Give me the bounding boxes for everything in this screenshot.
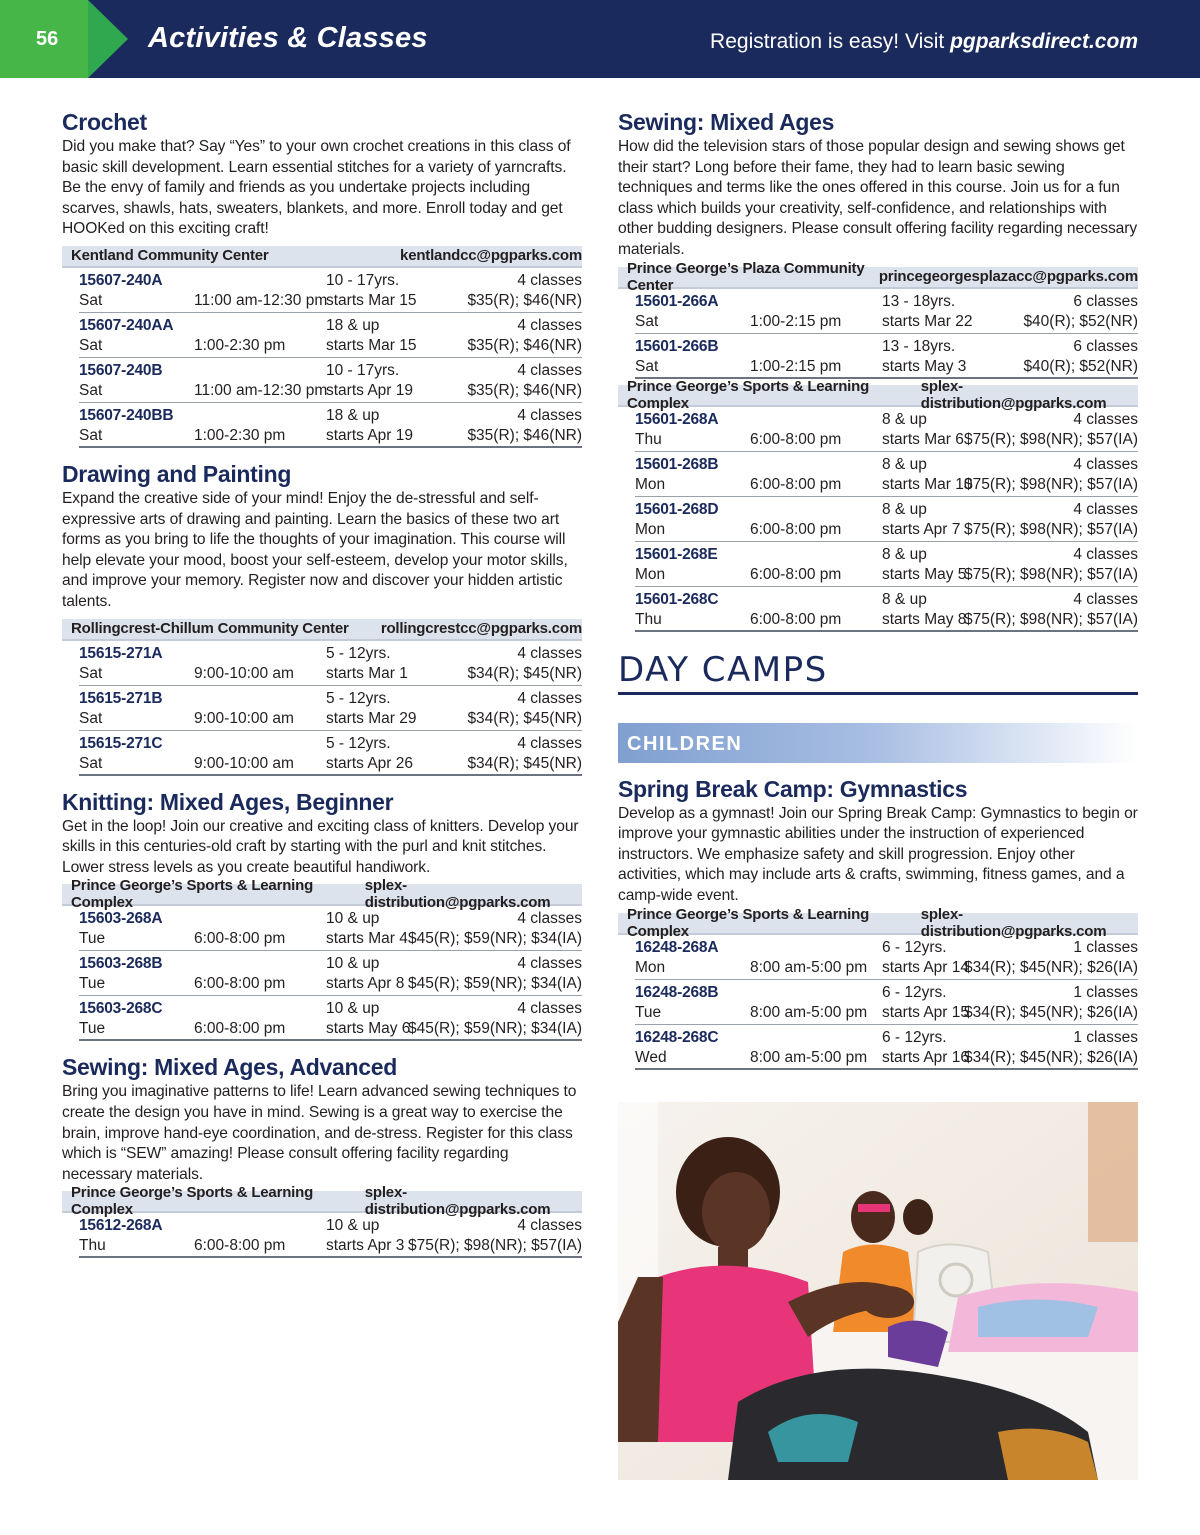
class-row xyxy=(79,731,582,776)
class-code: 15603-268B xyxy=(79,955,163,973)
class-day: Mon xyxy=(635,475,666,493)
section-title: Spring Break Camp: Gymnastics xyxy=(618,775,968,802)
class-time: 9:00-10:00 am xyxy=(194,754,294,772)
class-fee: $34(R); $45(NR) xyxy=(467,754,582,772)
class-fee: $34(R); $45(NR) xyxy=(467,664,582,682)
class-start-date: starts Mar 15 xyxy=(326,291,417,309)
section-title: Sewing: Mixed Ages xyxy=(618,109,835,135)
class-code: 15603-268A xyxy=(79,910,163,928)
class-count: 4 classes xyxy=(1073,545,1138,563)
left-column xyxy=(62,108,582,1258)
class-time: 9:00-10:00 am xyxy=(194,709,294,727)
location-name: Prince George’s Sports & Learning Complex xyxy=(627,905,870,940)
class-count: 1 classes xyxy=(1073,938,1138,956)
class-day: Sat xyxy=(79,291,103,309)
class-row xyxy=(635,542,1138,587)
class-code: 15601-266B xyxy=(635,337,719,355)
class-time: 6:00-8:00 pm xyxy=(194,975,286,993)
class-row xyxy=(79,403,582,448)
class-day: Thu xyxy=(79,1237,106,1255)
class-time: 6:00-8:00 pm xyxy=(750,520,842,538)
class-time: 6:00-8:00 pm xyxy=(750,475,842,493)
class-age: 10 & up xyxy=(326,955,380,973)
class-code: 15612-268A xyxy=(79,1217,163,1235)
class-age: 8 & up xyxy=(882,410,927,428)
class-time: 6:00-8:00 pm xyxy=(194,1020,286,1038)
photo-girl-hand xyxy=(862,1286,914,1318)
class-count: 4 classes xyxy=(517,316,582,334)
class-age: 6 - 12yrs. xyxy=(882,983,947,1001)
class-code: 15615-271C xyxy=(79,734,163,752)
class-code: 15615-271A xyxy=(79,644,163,662)
class-time: 1:00-2:30 pm xyxy=(194,336,286,354)
class-start-date: starts Apr 7 xyxy=(882,520,961,538)
class-row xyxy=(79,906,582,951)
class-start-date: starts May 3 xyxy=(882,357,967,375)
section-gap xyxy=(62,776,582,788)
class-day: Tue xyxy=(79,1020,106,1038)
registration-note xyxy=(710,30,1138,54)
location-name: Prince George’s Sports & Learning Complex xyxy=(71,1184,314,1219)
class-age: 10 - 17yrs. xyxy=(326,361,400,379)
class-time: 1:00-2:15 pm xyxy=(750,312,842,330)
class-section xyxy=(62,108,582,448)
class-day: Mon xyxy=(635,520,666,538)
right-column xyxy=(618,108,1138,1070)
photo-wall-art xyxy=(1088,1102,1138,1242)
class-count: 4 classes xyxy=(517,644,582,662)
class-section xyxy=(62,460,582,776)
class-start-date: starts Mar 29 xyxy=(326,709,417,727)
class-start-date: starts Apr 19 xyxy=(326,426,414,444)
class-time: 6:00-8:00 pm xyxy=(750,565,842,583)
class-code: 15601-268D xyxy=(635,500,719,518)
class-fee: $75(R); $98(NR); $57(IA) xyxy=(963,475,1138,493)
class-row xyxy=(79,1213,582,1258)
location-name: Prince George’s Sports & Learning Complex xyxy=(627,377,870,412)
section-gap xyxy=(62,1041,582,1053)
class-row xyxy=(635,1025,1138,1070)
class-row xyxy=(635,935,1138,980)
class-day: Thu xyxy=(635,430,662,448)
class-count: 4 classes xyxy=(517,1217,582,1235)
class-start-date: starts May 8 xyxy=(882,610,967,628)
class-day: Sat xyxy=(79,426,103,444)
class-age: 5 - 12yrs. xyxy=(326,644,391,662)
class-fee: $35(R); $46(NR) xyxy=(467,291,582,309)
class-age: 13 - 18yrs. xyxy=(882,337,956,355)
location-email-link[interactable]: kentlandcc@pgparks.com xyxy=(400,247,582,265)
class-code: 15601-268A xyxy=(635,410,719,428)
section-description: How did the television stars of those popular design and sewing shows get their start? Long before their fame, they had to learn basic sewing techniques and terms like the ones offered in this course. Join us for a fun class which builds your creativity, self-confidence, and relationships with other budding designers. Please consult offering facility regarding necessary materials. xyxy=(618,138,1138,258)
class-time: 8:00 am-5:00 pm xyxy=(750,1048,868,1066)
sewing-class-photo xyxy=(618,1102,1138,1480)
class-start-date: starts Apr 16 xyxy=(882,1048,970,1066)
class-day: Tue xyxy=(79,975,106,993)
class-day: Sat xyxy=(79,754,103,772)
class-rows xyxy=(79,1213,582,1258)
class-count: 4 classes xyxy=(517,361,582,379)
section-title: Drawing and Painting xyxy=(62,460,292,487)
class-age: 10 & up xyxy=(326,1217,380,1235)
class-day: Sat xyxy=(635,357,659,375)
class-age: 18 & up xyxy=(326,406,380,424)
class-age: 8 & up xyxy=(882,455,927,473)
class-day: Sat xyxy=(79,381,103,399)
page-title: Activities & Classes xyxy=(148,22,428,54)
class-start-date: starts Apr 14 xyxy=(882,958,970,976)
class-time: 11:00 am-12:30 pm xyxy=(194,381,328,399)
location-name: Prince George’s Sports & Learning Complex xyxy=(71,877,314,912)
class-row xyxy=(635,289,1138,334)
class-fee: $34(R); $45(NR); $26(IA) xyxy=(963,1003,1138,1021)
class-start-date: starts Apr 15 xyxy=(882,1003,970,1021)
photo-blue-fabric xyxy=(978,1300,1098,1338)
class-code: 15607-240BB xyxy=(79,406,174,424)
photo-girl-face xyxy=(702,1172,770,1252)
class-day: Thu xyxy=(635,610,662,628)
class-count: 4 classes xyxy=(517,910,582,928)
location-bar xyxy=(62,1184,582,1219)
class-code: 15615-271B xyxy=(79,689,163,707)
class-age: 10 & up xyxy=(326,910,380,928)
class-fee: $75(R); $98(NR); $57(IA) xyxy=(963,430,1138,448)
location-email-link[interactable]: splex-distribution@pgparks.com xyxy=(364,877,551,912)
children-category-bar: CHILDREN xyxy=(618,723,1138,763)
registration-prefix: Registration is easy! Visit xyxy=(710,30,951,53)
class-day: Tue xyxy=(79,930,106,948)
class-fee: $35(R); $46(NR) xyxy=(467,381,582,399)
class-time: 6:00-8:00 pm xyxy=(750,430,842,448)
class-fee: $45(R); $59(NR); $34(IA) xyxy=(407,930,582,948)
class-code: 15601-268E xyxy=(635,545,718,563)
section-description: Did you make that? Say “Yes” to your own crochet creations in this class of basic skill development. Learn essential stitches for a variety of yarncrafts. Be the envy of family and friends as you undertake projects including scarves, shawls, hats, sweaters, blankets, and more. Enroll today and get HOOKed on this exciting craft! xyxy=(62,138,571,238)
section-title: Sewing: Mixed Ages, Advanced xyxy=(62,1054,397,1081)
class-count: 4 classes xyxy=(517,1000,582,1018)
page-header xyxy=(0,0,1200,78)
class-age: 8 & up xyxy=(882,590,927,608)
section-description: Get in the loop! Join our creative and exciting class of knitters. Develop your skills in this centuries-old craft by starting with the purl and knit stitches. Lower stress levels as you create beautiful handiwork. xyxy=(62,817,579,876)
class-row xyxy=(635,334,1138,379)
location-bar xyxy=(62,877,582,912)
class-row xyxy=(635,497,1138,542)
class-count: 6 classes xyxy=(1073,337,1138,355)
photo-girl-2-head xyxy=(851,1191,895,1243)
section-description: Develop as a gymnast! Join our Spring Break Camp: Gymnastics to begin or improve your gymnastic abilities under the instruction of experienced instructors. We emphasize safety and skill progression. Enjoy other activities, which may include arts & crafts, swimming, fitness games, and a camp-wide event. xyxy=(618,804,1138,904)
class-age: 6 - 12yrs. xyxy=(882,938,947,956)
photo-child-3-head xyxy=(903,1199,933,1235)
class-row xyxy=(635,980,1138,1025)
class-code: 16248-268C xyxy=(635,1028,719,1046)
class-code: 15607-240B xyxy=(79,361,163,379)
class-time: 8:00 am-5:00 pm xyxy=(750,1003,868,1021)
class-start-date: starts Mar 10 xyxy=(882,475,973,493)
class-count: 4 classes xyxy=(517,271,582,289)
class-count: 1 classes xyxy=(1073,1028,1138,1046)
section-description: Bring you imaginative patterns to life! Learn advanced sewing techniques to create the design you have in mind. Sewing is a great way to exercise the brain, improve hand-eye coordination, and de-stress. Register for this class which is “SEW” amazing! Please consult offering facility regarding necessary materials. xyxy=(62,1083,577,1183)
class-fee: $34(R); $45(NR); $26(IA) xyxy=(963,958,1138,976)
registration-site-link[interactable]: pgparksdirect.com xyxy=(950,30,1138,53)
class-start-date: starts May 6 xyxy=(326,1020,411,1038)
location-bar xyxy=(618,259,1138,294)
location-email-link[interactable]: splex-distribution@pgparks.com xyxy=(920,905,1107,940)
class-age: 10 - 17yrs. xyxy=(326,271,400,289)
class-start-date: starts Mar 1 xyxy=(326,664,408,682)
class-time: 8:00 am-5:00 pm xyxy=(750,958,868,976)
class-count: 4 classes xyxy=(517,689,582,707)
class-row xyxy=(635,407,1138,452)
location-bar xyxy=(62,619,582,641)
class-age: 13 - 18yrs. xyxy=(882,292,956,310)
class-day: Sat xyxy=(79,336,103,354)
photo-illustration xyxy=(618,1102,1138,1480)
class-day: Mon xyxy=(635,565,666,583)
class-count: 4 classes xyxy=(517,406,582,424)
class-count: 4 classes xyxy=(517,734,582,752)
section-description: Expand the creative side of your mind! Enjoy the de-stressful and self-expressive arts of drawing and painting. Learn the basics of these two art forms as you bring to life the thoughts of your imagination. This course will help elevate your mood, boost your self-esteem, develop your motor skills, and improve your memory. Register now and discover your hidden artistic talents. xyxy=(62,489,568,610)
location-bar xyxy=(62,246,582,268)
class-fee: $75(R); $98(NR); $57(IA) xyxy=(407,1237,582,1255)
class-code: 15607-240A xyxy=(79,271,163,289)
class-rows xyxy=(79,641,582,776)
location-name: Rollingcrest-Chillum Community Center xyxy=(71,620,349,638)
class-row xyxy=(79,951,582,996)
class-fee: $40(R); $52(NR) xyxy=(1023,357,1138,375)
class-row xyxy=(635,452,1138,497)
location-email-link[interactable]: rollingcrestcc@pgparks.com xyxy=(380,620,582,638)
class-fee: $75(R); $98(NR); $57(IA) xyxy=(963,610,1138,628)
class-count: 4 classes xyxy=(1073,410,1138,428)
class-code: 15601-268C xyxy=(635,590,719,608)
class-start-date: starts Apr 26 xyxy=(326,754,414,772)
class-section xyxy=(62,788,582,1042)
class-fee: $45(R); $59(NR); $34(IA) xyxy=(407,975,582,993)
class-rows xyxy=(635,935,1138,1070)
class-fee: $35(R); $46(NR) xyxy=(467,336,582,354)
class-code: 15601-266A xyxy=(635,292,719,310)
class-time: 6:00-8:00 pm xyxy=(194,930,286,948)
class-age: 8 & up xyxy=(882,500,927,518)
class-age: 5 - 12yrs. xyxy=(326,734,391,752)
location-email-link[interactable]: splex-distribution@pgparks.com xyxy=(364,1184,551,1219)
location-bar xyxy=(618,905,1138,940)
class-age: 6 - 12yrs. xyxy=(882,1028,947,1046)
class-age: 18 & up xyxy=(326,316,380,334)
class-time: 1:00-2:30 pm xyxy=(194,426,286,444)
class-row xyxy=(79,686,582,731)
class-rows xyxy=(79,268,582,448)
class-rows xyxy=(79,906,582,1041)
photo-girl-2-headband xyxy=(858,1204,890,1212)
class-row xyxy=(79,996,582,1041)
class-code: 16248-268A xyxy=(635,938,719,956)
class-time: 6:00-8:00 pm xyxy=(750,610,842,628)
class-day: Sat xyxy=(79,664,103,682)
sewing-mixed-ages-section xyxy=(618,108,1138,632)
class-day: Mon xyxy=(635,958,666,976)
class-age: 5 - 12yrs. xyxy=(326,689,391,707)
class-rows xyxy=(635,407,1138,632)
class-time: 1:00-2:15 pm xyxy=(750,357,842,375)
class-fee: $75(R); $98(NR); $57(IA) xyxy=(963,565,1138,583)
class-day: Tue xyxy=(635,1003,662,1021)
location-email-link[interactable]: splex-distribution@pgparks.com xyxy=(920,377,1107,412)
class-fee: $45(R); $59(NR); $34(IA) xyxy=(407,1020,582,1038)
section-title: Knitting: Mixed Ages, Beginner xyxy=(62,788,394,815)
class-start-date: starts Apr 8 xyxy=(326,975,405,993)
class-start-date: starts Apr 19 xyxy=(326,381,414,399)
class-age: 10 & up xyxy=(326,1000,380,1018)
class-start-date: starts Mar 4 xyxy=(326,930,408,948)
class-count: 4 classes xyxy=(1073,500,1138,518)
class-start-date: starts Mar 22 xyxy=(882,312,973,330)
class-row xyxy=(635,587,1138,632)
location-email-link[interactable]: princegeorgesplazacc@pgparks.com xyxy=(878,268,1138,286)
class-row xyxy=(79,641,582,686)
class-fee: $40(R); $52(NR) xyxy=(1023,312,1138,330)
class-rows xyxy=(635,289,1138,379)
class-time: 6:00-8:00 pm xyxy=(194,1237,286,1255)
class-age: 8 & up xyxy=(882,545,927,563)
spring-break-camp-section xyxy=(618,775,1138,1070)
location-bar xyxy=(618,377,1138,412)
class-row xyxy=(79,313,582,358)
class-count: 4 classes xyxy=(1073,590,1138,608)
section-gap xyxy=(62,448,582,460)
class-day: Wed xyxy=(635,1048,667,1066)
class-start-date: starts Apr 3 xyxy=(326,1237,405,1255)
class-count: 4 classes xyxy=(517,955,582,973)
class-code: 16248-268B xyxy=(635,983,719,1001)
day-camps-heading: DAY CAMPS xyxy=(618,650,1138,695)
class-row xyxy=(79,268,582,313)
class-code: 15607-240AA xyxy=(79,316,174,334)
page-number: 56 xyxy=(36,28,59,50)
class-fee: $34(R); $45(NR) xyxy=(467,709,582,727)
class-row xyxy=(79,358,582,403)
class-count: 6 classes xyxy=(1073,292,1138,310)
class-code: 15603-268C xyxy=(79,1000,163,1018)
class-start-date: starts Mar 15 xyxy=(326,336,417,354)
class-fee: $75(R); $98(NR); $57(IA) xyxy=(963,520,1138,538)
section-title: Crochet xyxy=(62,109,147,135)
class-count: 4 classes xyxy=(1073,455,1138,473)
class-fee: $34(R); $45(NR); $26(IA) xyxy=(963,1048,1138,1066)
class-code: 15601-268B xyxy=(635,455,719,473)
class-day: Sat xyxy=(79,709,103,727)
class-fee: $35(R); $46(NR) xyxy=(467,426,582,444)
class-day: Sat xyxy=(635,312,659,330)
class-count: 1 classes xyxy=(1073,983,1138,1001)
class-section xyxy=(62,1053,582,1258)
class-time: 9:00-10:00 am xyxy=(194,664,294,682)
location-name: Prince George’s Plaza Community Center xyxy=(627,259,865,294)
location-name: Kentland Community Center xyxy=(71,247,269,265)
class-start-date: starts May 5 xyxy=(882,565,967,583)
class-start-date: starts Mar 6 xyxy=(882,430,964,448)
class-time: 11:00 am-12:30 pm xyxy=(194,291,328,309)
